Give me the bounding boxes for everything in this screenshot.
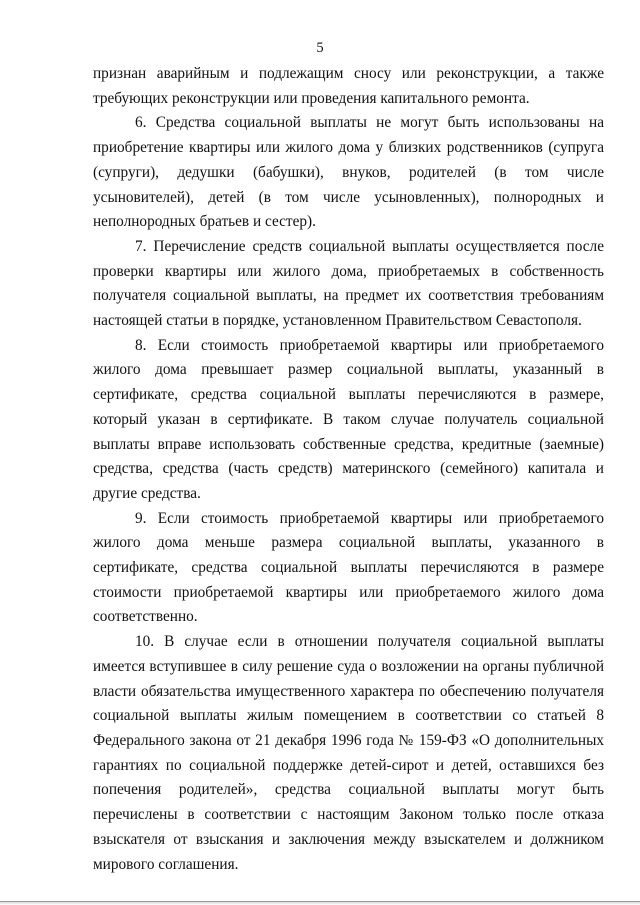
paragraph-item-7: 7. Перечисление средств социальной выплаты осуществляется после проверки квартиры или жилого дома, приобретаемых в собственность получателя социальной выплаты, на предмет их соответствия требованиям настоящей статьи в порядке, установленном Правительством Севастополя. bbox=[93, 237, 604, 330]
document-body bbox=[93, 62, 604, 877]
page-number: 5 bbox=[316, 40, 324, 56]
paragraph-item-10: 10. В случае если в отношении получателя социальной выплаты имеется вступившее в силу решение суда о возложении на органы публичной власти обязательства имущественного характера по обеспечению получателя социальной выплаты жилым помещением в соответствии со статьей 8 Федерального закона от 21 декабря 1996 года № 159-ФЗ «О дополнительных гарантиях по социальной поддержке детей-сирот и детей, оставшихся без попечения родителей», средства социальной выплаты могут быть перечислены в соответствии с настоящим Законом только после отказа взыскателя от взыскания и заключения между взыскателем и должником мирового соглашения. bbox=[93, 633, 604, 873]
paragraph-item-9: 9. Если стоимость приобретаемой квартиры или приобретаемого жилого дома меньше размера социальной выплаты, указанного в сертификате, средства социальной выплаты перечисляются в размере стоимости приобретаемой квартиры или приобретаемого жилого дома соответственно. bbox=[93, 509, 604, 626]
paragraph-item-6: 6. Средства социальной выплаты не могут быть использованы на приобретение квартиры или жилого дома у близких родственников (супруга (супруги), дедушки (бабушки), внуков, родителей (в том числе усыновителей), детей (в том числе усыновленных), полнородных и неполнородных братьев и сестер). bbox=[93, 114, 604, 231]
paragraph-item-8: 8. Если стоимость приобретаемой квартиры или приобретаемого жилого дома превышает размер социальной выплаты, указанный в сертификате, средства социальной выплаты перечисляются в размере, который указан в сертификате. В таком случае получатель социальной выплаты вправе использовать собственные средства, кредитные (заемные) средства, средства (часть средств) материнского (семейного) капитала и другие средства. bbox=[93, 336, 604, 502]
scan-edge-line bbox=[0, 901, 640, 902]
paragraph-continuation: признан аварийным и подлежащим сносу или реконструкции, а также требующих реконструкции или проведения капитального ремонта. bbox=[93, 65, 604, 107]
